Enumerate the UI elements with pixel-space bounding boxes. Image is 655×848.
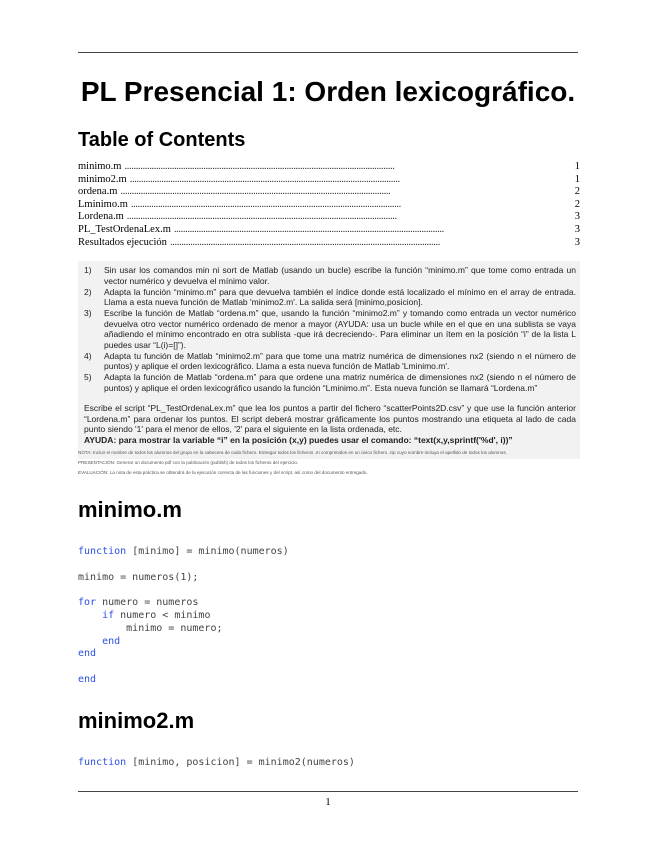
assignment-box (78, 261, 580, 459)
code-line (78, 674, 96, 685)
task-text: Adapta la función “minimo.m” para que devuelva también el índice donde está localizado el mínimo en el array de entrada. Llama a esta nueva función de Matlab 'minimo2.m'. La salida será [minimo,posicion]. (104, 286, 576, 307)
toc-entry-label: PL_TestOrdenaLex.m (78, 223, 171, 235)
table-of-contents (78, 161, 580, 249)
task-text: Adapta la función de Matlab “ordena.m” para que ordene una matriz numérica de dimensiones nx2 (siendo n el número de puntos) y aplique el orden lexicográfico usando la función “Lminimo.m”. Esta nueva función se llamará “Lordena.m” (104, 372, 576, 393)
script-instructions-text: Escribe el script “PL_TestOrdenaLex.m” que lea los puntos a partir del fichero “scatterPoints2D.csv” y que use la función anterior “Lordena.m” para ordenar los puntos. El script deberá mostrar gráficamente los puntos mostrando una etiqueta al lado de cada punto siendo '1' para el menor de ellos, '2' para el siguiente en la lista ordenada, etc. (84, 403, 576, 434)
code-text: [minimo, posicion] = minimo2(numeros) (126, 757, 355, 768)
code-text: numero = numeros (96, 597, 199, 609)
toc-leader-dots (124, 161, 567, 174)
code-keyword: for (78, 597, 97, 609)
toc-entry-label: minimo.m (78, 161, 122, 172)
code-keyword: if (102, 609, 115, 621)
toc-entry-label: Lminimo.m (78, 198, 128, 210)
task-item (82, 372, 576, 393)
task-number: 2) (84, 286, 92, 297)
toc-leader-dots (174, 224, 567, 237)
code-line (78, 572, 198, 583)
section-heading-minimo: minimo.m (78, 497, 182, 522)
task-text: Adapta tu función de Matlab “minimo2.m” para que tome una matriz numérica de dimensiones nx2 (siendo n el número de puntos) y aplique el orden lexicográfico. Llama a esta nueva función de Matlab 'Lminimo.m'. (104, 350, 576, 371)
toc-entry-page: 3 (574, 211, 580, 223)
toc-entry-page: 2 (574, 198, 580, 210)
code-keyword: function (78, 757, 127, 768)
toc-entry-minimo[interactable] (78, 161, 580, 174)
notes-block (78, 448, 578, 478)
task-item (82, 287, 576, 308)
task-text: Sin usar los comandos min ni sort de Matlab (usando un bucle) escribe la función “minimo.m” que tome como entrada un vector numérico y devuelva el mínimo valor. (104, 265, 576, 286)
toc-leader-dots (127, 211, 567, 224)
script-instructions (84, 403, 576, 445)
top-rule (78, 52, 578, 53)
task-number: 5) (84, 372, 92, 382)
task-text: Escribe la función de Matlab “ordena.m” que, usando la función “minimo2.m” y tomando como entrada un vector numérico devuelva otro vector numérico ordenado de menor a mayor (AYUDA: usa un bucle while en el que en una sublista se vaya añadiendo el mínimo encontrado en otra sublista -que irá decreciendo-. Para eliminar un ítem en la posición “i” de la lista L puedes usar “L(i)=[]”). (104, 308, 576, 350)
code-text: numero < minimo (114, 609, 211, 621)
toc-entry-page: 1 (574, 173, 580, 185)
toc-heading: Table of Contents (78, 129, 246, 151)
code-text (78, 610, 102, 621)
page-title: PL Presencial 1: Orden lexicográfico. (80, 76, 576, 107)
toc-leader-dots (170, 237, 567, 250)
code-keyword: end (78, 648, 97, 660)
task-item (82, 351, 576, 372)
code-block-minimo (78, 546, 289, 687)
bottom-rule (78, 791, 578, 792)
toc-entry-label: Lordena.m (78, 211, 124, 223)
code-line (78, 610, 210, 621)
toc-entry-lminimo[interactable] (78, 199, 580, 212)
toc-entry-resultados[interactable] (78, 237, 580, 250)
page-number: 1 (325, 796, 331, 808)
toc-leader-dots (130, 174, 567, 187)
code-text: minimo = numeros(1); (78, 571, 199, 583)
toc-entry-minimo2[interactable] (78, 174, 580, 187)
code-block-minimo2 (78, 757, 355, 770)
code-text (78, 636, 102, 647)
toc-entry-page: 3 (574, 223, 580, 235)
code-line (78, 623, 223, 634)
toc-entry-label: Resultados ejecución (78, 236, 167, 248)
toc-leader-dots (120, 186, 567, 199)
code-keyword: end (102, 635, 121, 647)
note-line: NOTA: Incluir el nombre de todos los alumnos del grupo en la cabecera de cada fichero. Entregar todos los ficheros .m comprimidos en un único fichero .zip cuyo nombre incluya el apellido de todos los alumnos. (78, 450, 507, 455)
code-keyword: function (78, 546, 127, 557)
task-list (82, 265, 576, 393)
toc-leader-dots (131, 199, 567, 212)
task-number: 4) (84, 350, 92, 361)
code-text: [minimo] = minimo(numeros) (126, 546, 289, 557)
task-number: 1) (84, 265, 92, 275)
section-heading-minimo2: minimo2.m (78, 708, 195, 733)
code-line (78, 597, 198, 608)
toc-entry-label: ordena.m (78, 186, 118, 198)
code-line (78, 636, 120, 647)
toc-entry-ordena[interactable] (78, 186, 580, 199)
toc-entry-page: 2 (574, 186, 580, 198)
toc-entry-pl-testordenalex[interactable] (78, 224, 580, 237)
code-keyword: end (78, 673, 97, 685)
code-line (78, 648, 96, 659)
note-line: EVALUACIÓN: La nota de esta práctica se obtendrá de la ejecución correcta de las funciones y del script, así como del documento entregado. (78, 470, 368, 475)
toc-entry-label: minimo2.m (78, 173, 127, 185)
task-item (82, 308, 576, 350)
help-note: AYUDA: para mostrar la variable “i” en la posición (x,y) puedes usar el comando: “text(x,y,sprintf('%d', i))” (84, 434, 513, 445)
task-item (82, 265, 576, 286)
code-line (78, 757, 355, 768)
toc-entry-page: 3 (574, 236, 580, 248)
task-number: 3) (84, 308, 92, 318)
toc-entry-lordena[interactable] (78, 211, 580, 224)
toc-entry-page: 1 (574, 161, 580, 172)
code-line (78, 546, 289, 557)
note-line: PRESENTACIÓN: Generar un documento pdf con la publicación (publish) de todos los ficheros del ejercicio. (78, 460, 299, 465)
code-text: minimo = numero; (78, 622, 223, 634)
